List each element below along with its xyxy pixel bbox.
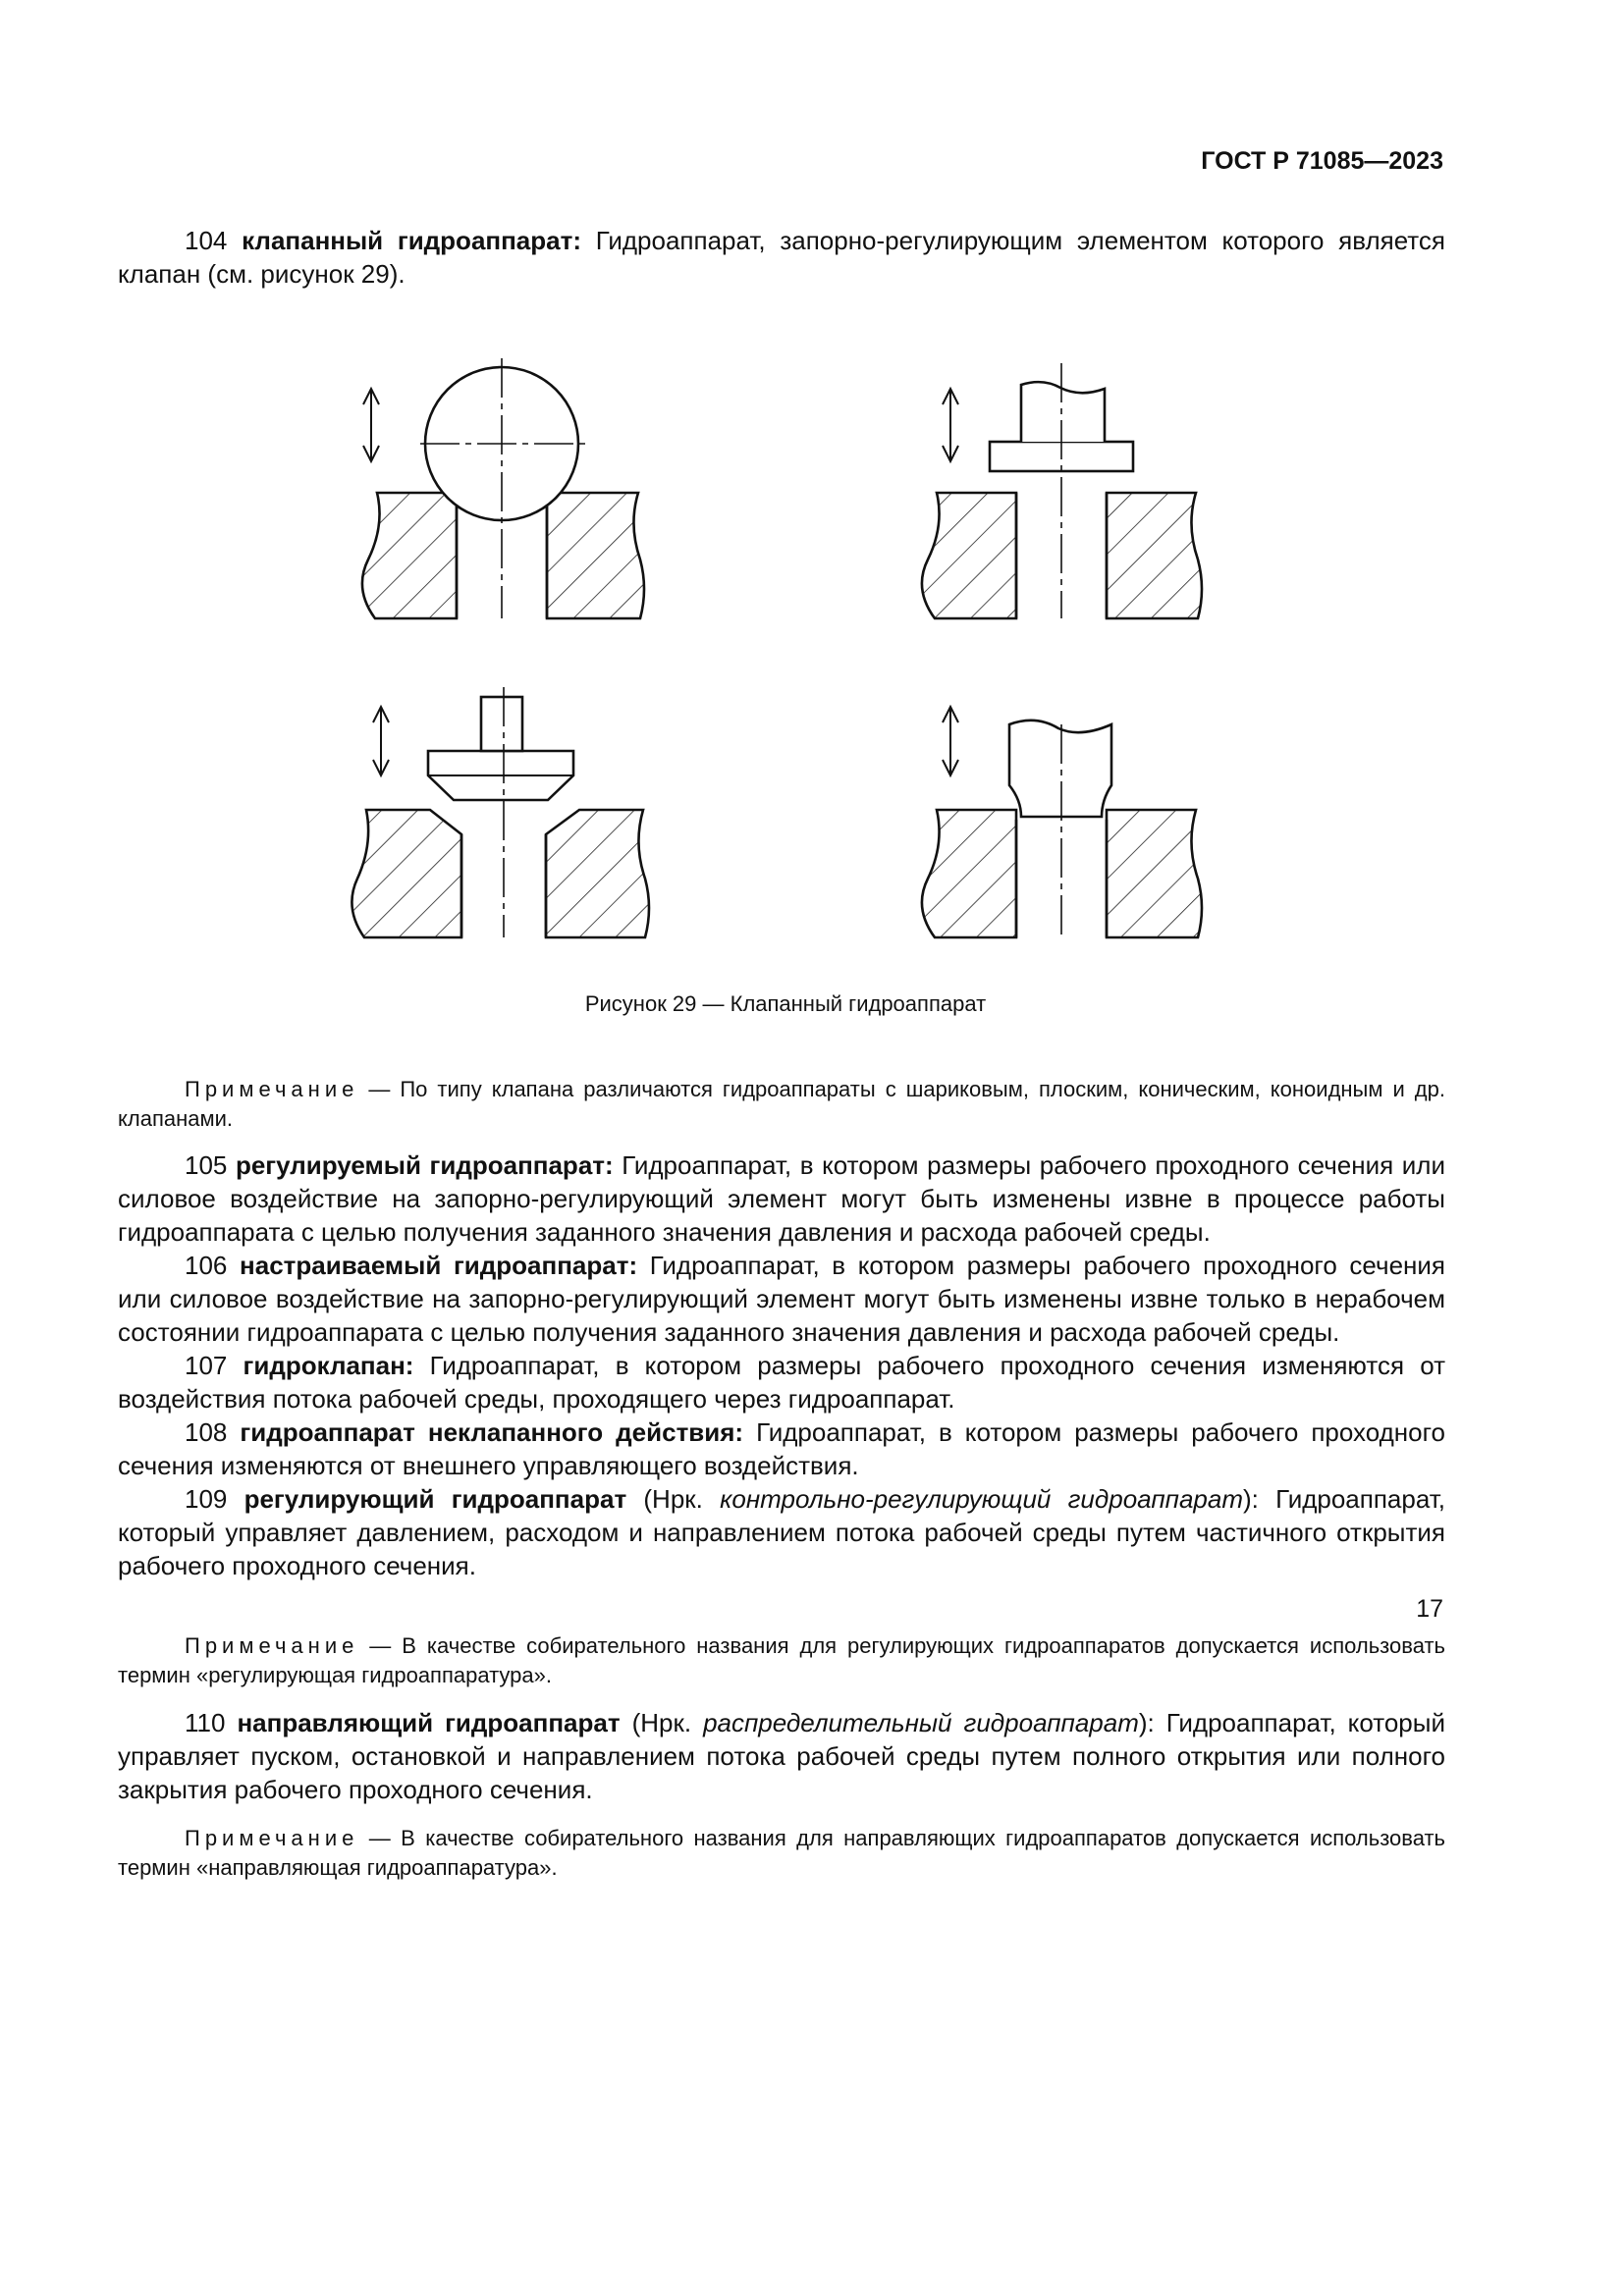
term-number: 106 [185,1251,228,1280]
note-regulating [118,1631,1445,1690]
figure-caption: Рисунок 29 — Клапанный гидроаппарат [584,991,987,1016]
terms-105-109 [118,1148,1445,1582]
term-109 [118,1482,1445,1582]
term-definition: ): Гидроаппарат, который управляет пуском, остановкой и направлением потока рабочей среды путем полного открытия или полного закрытия рабочего проходного сечения. [118,1708,1445,1804]
term-name: клапанный гидроаппарат: [242,226,582,255]
term-name: гидроаппарат неклапанного действия: [240,1417,744,1447]
term-definition: Гидроаппарат, в котором размеры рабочего проходного сечения изменяются от внешнего управляющего воздействия. [118,1417,1445,1480]
term-number: 109 [185,1484,228,1514]
term-number: 104 [185,226,228,255]
term-name: настраиваемый гидроаппарат: [240,1251,638,1280]
term-definition: ): Гидроаппарат, который управляет давлением, расходом и направлением потока рабочей среды путем частичного открытия рабочего проходного сечения. [118,1484,1445,1580]
term-number: 105 [185,1150,228,1180]
term-prefix: (Нрк. [620,1708,704,1737]
term-definition: Гидроаппарат, в котором размеры рабочего проходного сечения или силовое воздействие на запорно-регулирующий элемент могут быть изменены извне в процессе работы гидроаппарата с целью получения заданного значения давления и расхода рабочей среды. [118,1150,1445,1247]
conoid-valve-drawing [922,707,1202,937]
term-number: 110 [185,1708,226,1737]
term-number: 107 [185,1351,228,1380]
flat-valve-drawing [922,363,1202,618]
term-108 [118,1415,1445,1482]
term-name: регулирующий гидроаппарат [244,1484,627,1514]
note-directional [118,1824,1445,1883]
note-text: — По типу клапана различаются гидроаппараты с шариковым, плоским, коническим, коноидным и др. клапанами. [118,1077,1445,1131]
note-label: Примечание [185,1077,359,1101]
term-definition: Гидроаппарат, запорно-регулирующим элементом которого является клапан (см. рисунок 29). [118,226,1445,289]
term-prefix: (Нрк. [626,1484,721,1514]
term-106 [118,1249,1445,1349]
term-105 [118,1148,1445,1249]
term-110 [118,1706,1445,1806]
term-deprecated: распределительный гидроаппарат [703,1708,1139,1737]
conical-valve-drawing [352,687,649,937]
note-label: Примечание [185,1826,359,1850]
term-name: направляющий гидроаппарат [237,1708,621,1737]
note-label: Примечание [185,1633,359,1658]
note-text: — В качестве собирательного названия для направляющих гидроаппаратов допускается использовать термин «направляющая гидроаппаратура». [118,1826,1445,1880]
term-107 [118,1349,1445,1415]
note-text: — В качестве собирательного названия для регулирующих гидроаппаратов допускается использовать термин «регулирующая гидроаппаратура». [118,1633,1445,1687]
term-definition: Гидроаппарат, в котором размеры рабочего проходного сечения или силовое воздействие на запорно-регулирующий элемент могут быть изменены извне только в нерабочем состоянии гидроаппарата с целью получения заданного значения давления и расхода рабочей среды. [118,1251,1445,1347]
term-number: 108 [185,1417,228,1447]
term-definition: Гидроаппарат, в котором размеры рабочего проходного сечения изменяются от воздействия потока рабочей среды, проходящего через гидроаппарат. [118,1351,1445,1414]
note-valve-types [118,1075,1445,1134]
page-number: 17 [1416,1595,1443,1623]
term-deprecated: контрольно-регулирующий гидроаппарат [720,1484,1243,1514]
figure-29-valve-drawings [0,0,1624,982]
term-name: регулируемый гидроаппарат: [235,1150,614,1180]
term-name: гидроклапан: [243,1351,414,1380]
ball-valve-drawing [362,358,644,618]
document-code-header: ГОСТ Р 71085—2023 [1201,147,1443,175]
